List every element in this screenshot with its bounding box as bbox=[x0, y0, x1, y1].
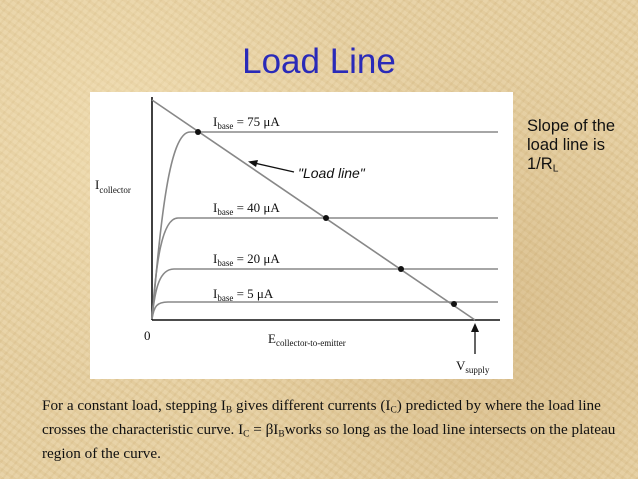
curve-5ua bbox=[152, 302, 498, 319]
slide-title: Load Line bbox=[242, 42, 396, 81]
y-axis-label: $I_{collector}$ bbox=[95, 177, 131, 195]
load-line-diagram bbox=[90, 92, 513, 379]
curve-label-20ua: $I_{base} = 20$ μA bbox=[213, 251, 280, 268]
operating-point-20ua bbox=[398, 266, 404, 272]
transistor-characteristic-plot bbox=[90, 92, 513, 379]
operating-point-5ua bbox=[451, 301, 457, 307]
operating-point-75ua bbox=[195, 129, 201, 135]
curve-label-75ua: $I_{base} = 75$ μA bbox=[213, 114, 280, 131]
x-axis-label: $E_{collector-to-emitter}$ bbox=[268, 331, 346, 348]
curve-75ua bbox=[152, 132, 498, 319]
supply-label: $V_{supply}$ bbox=[456, 358, 490, 375]
operating-point-40ua bbox=[323, 215, 329, 221]
up-arrow-icon bbox=[471, 323, 479, 332]
load-line-label: "Load line" bbox=[298, 165, 365, 181]
origin-label: 0 bbox=[144, 328, 151, 343]
caption-text: For a constant load, stepping $I_B$ gives different currents $(I_C)$ predicted by where the load line crosses the characteristic curve. $I_C$ = $\beta I_Bworks$ so long as the load line intersects on the plateau region of the curve. bbox=[42, 397, 616, 462]
curve-label-5ua: $I_{base} = 5$ μA bbox=[213, 286, 274, 303]
slope-note: Slope of the load line is $1/R_L$ bbox=[527, 117, 616, 175]
curve-label-40ua: $I_{base} = 40$ μA bbox=[213, 200, 280, 217]
curve-20ua bbox=[152, 269, 498, 319]
